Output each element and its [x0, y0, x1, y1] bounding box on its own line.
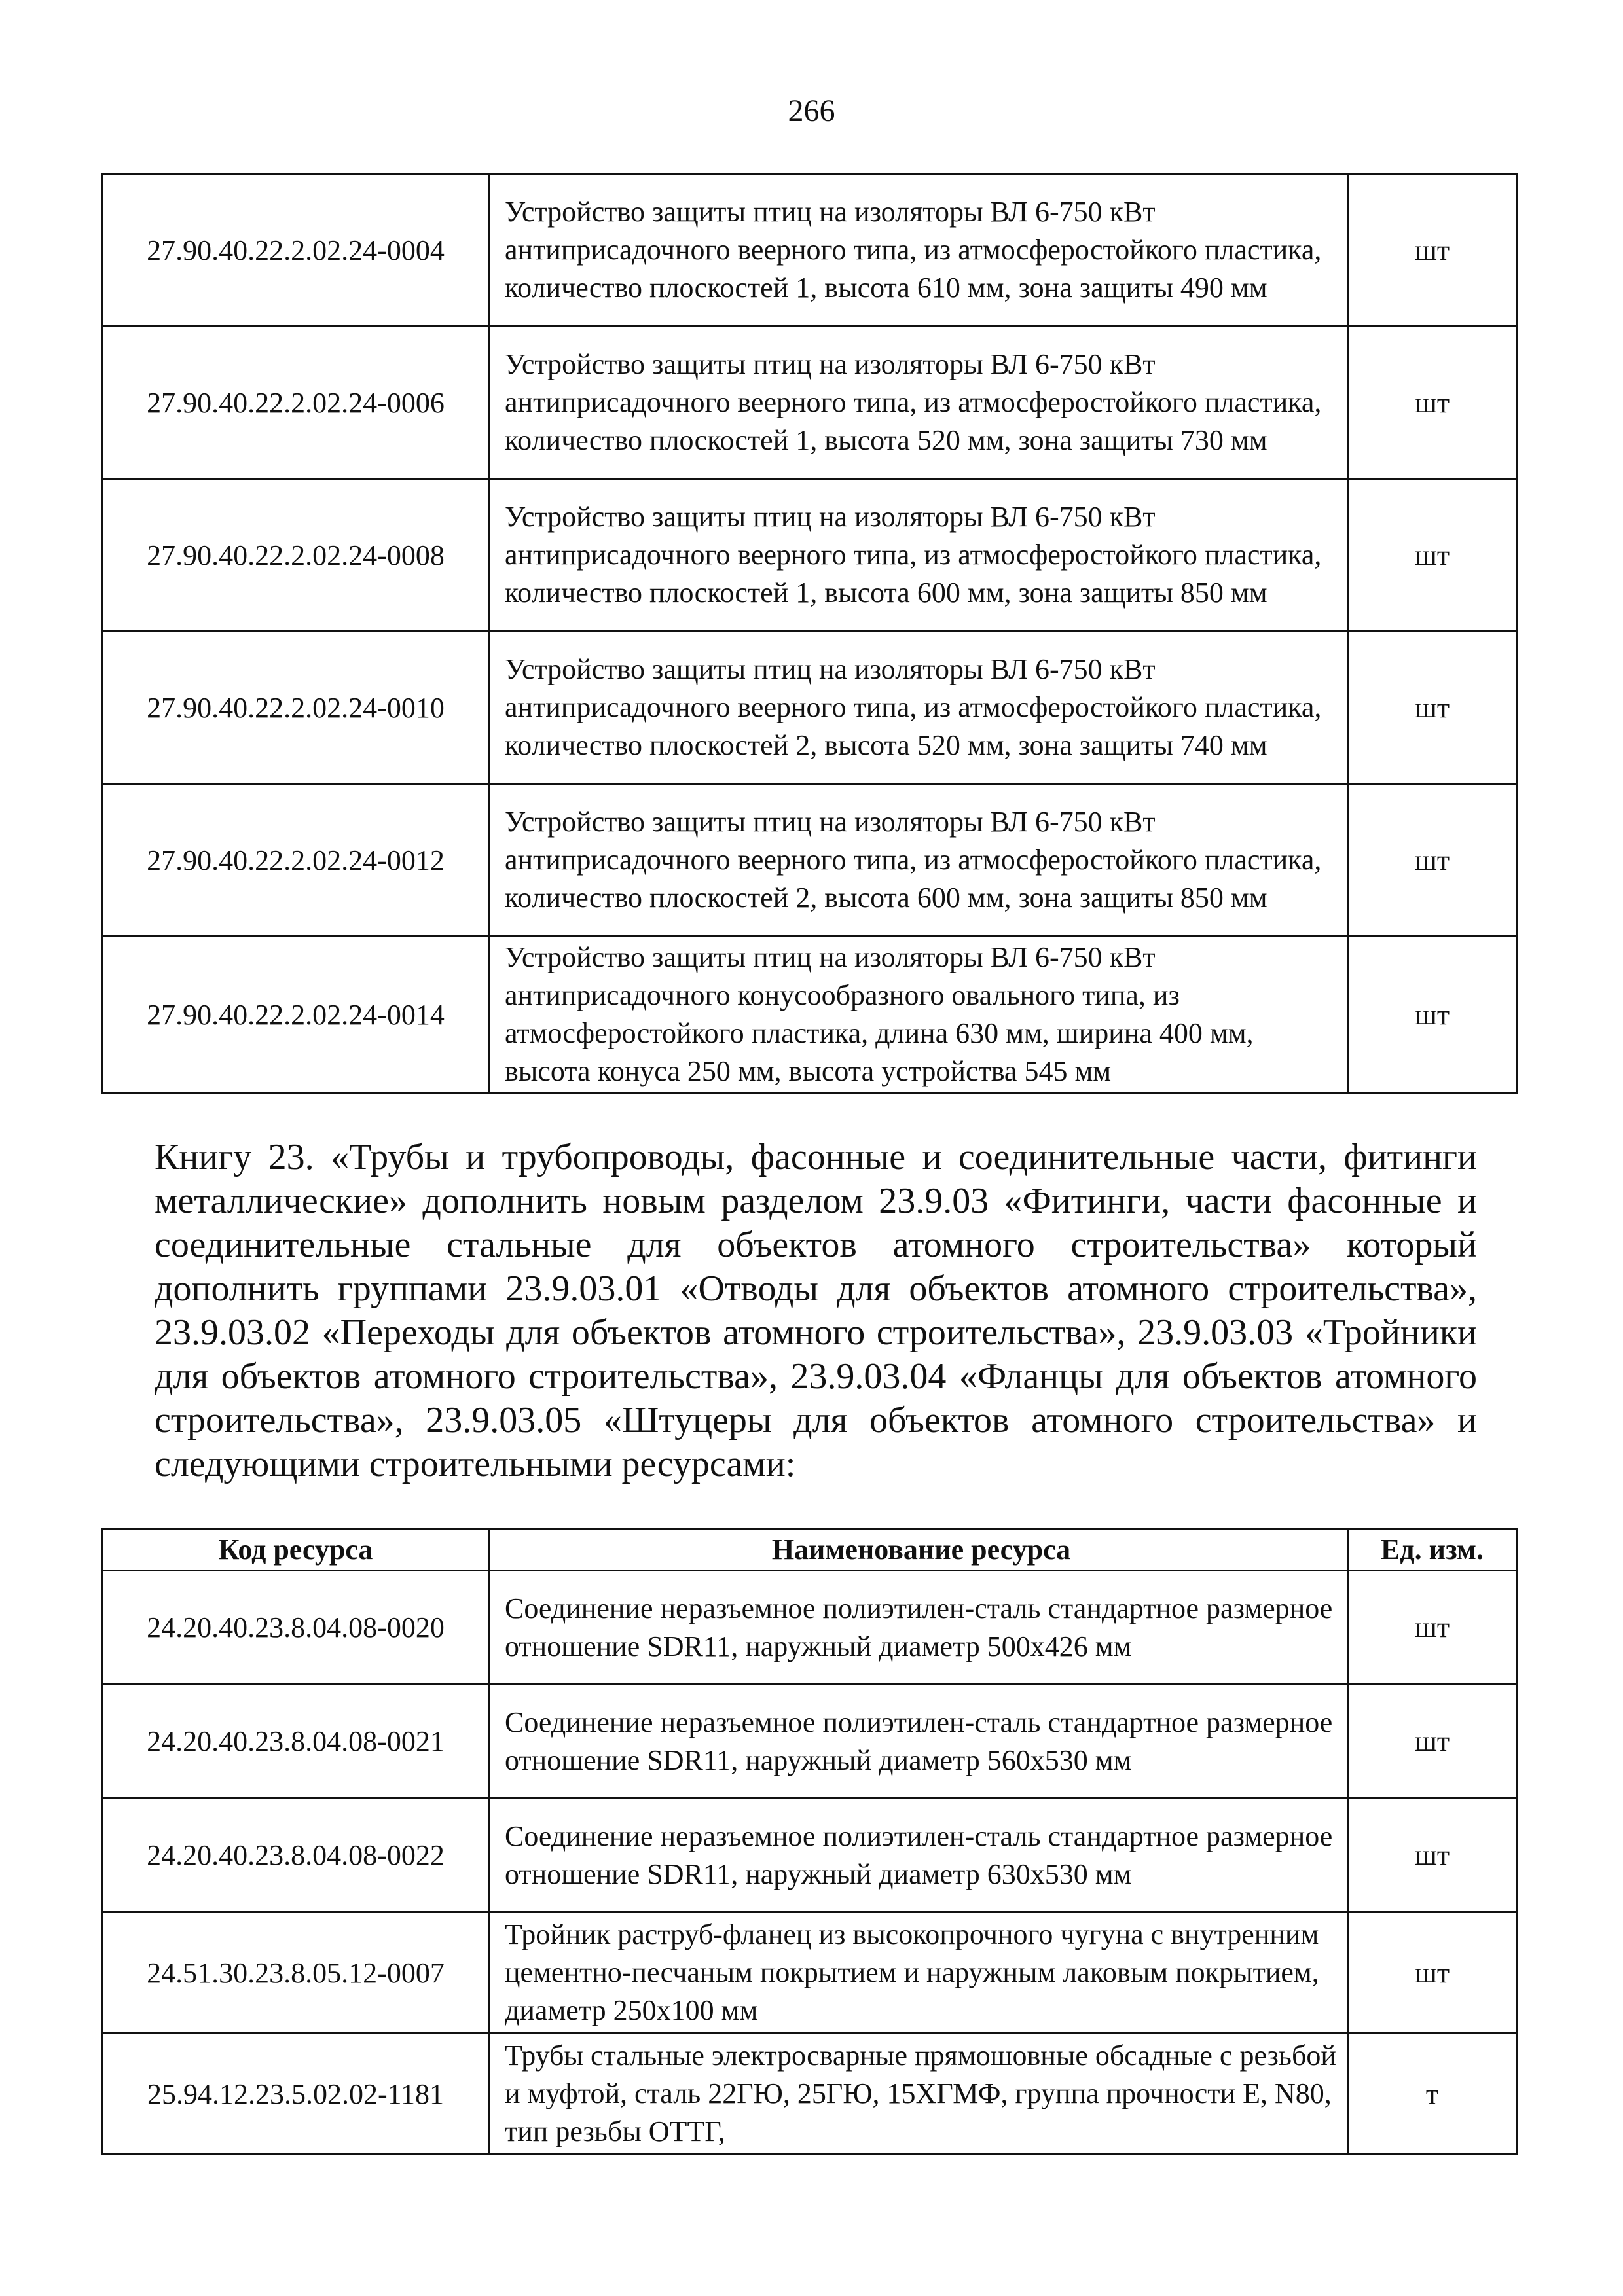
resource-name: Устройство защиты птиц на изоляторы ВЛ 6-750 кВт антиприсадочного веерного типа, из атмосферостойкого пластика, количество плоскостей 1, высота 520 мм, зона защиты 730 мм [490, 327, 1348, 479]
table-row [102, 784, 1517, 937]
resource-unit: шт [1348, 1685, 1517, 1799]
resource-name: Трубы стальные электросварные прямошовные обсадные с резьбой и муфтой, сталь 22ГЮ, 25ГЮ, 15ХГМФ, группа прочности Е, N80, тип резьбы ОТТГ, [490, 2034, 1348, 2155]
table-row [102, 937, 1517, 1093]
resource-unit: шт [1348, 1571, 1517, 1685]
table-row [102, 1912, 1517, 2034]
resource-unit: шт [1348, 1799, 1517, 1912]
table-row [102, 479, 1517, 632]
resource-code: 27.90.40.22.2.02.24-0012 [102, 784, 490, 937]
table-row [102, 1685, 1517, 1799]
resource-code: 24.20.40.23.8.04.08-0021 [102, 1685, 490, 1799]
table-row [102, 632, 1517, 784]
resource-code: 24.20.40.23.8.04.08-0022 [102, 1799, 490, 1912]
header-name: Наименование ресурса [490, 1530, 1348, 1571]
resource-name: Устройство защиты птиц на изоляторы ВЛ 6-750 кВт антиприсадочного конусообразного овального типа, из атмосферостойкого пластика, длина 630 мм, ширина 400 мм, высота конуса 250 мм, высота устройства 545 мм [490, 937, 1348, 1093]
resource-name: Соединение неразъемное полиэтилен-сталь стандартное размерное отношение SDR11, наружный диаметр 560х530 мм [490, 1685, 1348, 1799]
table-row [102, 327, 1517, 479]
resource-code: 27.90.40.22.2.02.24-0004 [102, 174, 490, 327]
page-number: 266 [788, 94, 835, 128]
resource-name: Тройник раструб-фланец из высокопрочного чугуна с внутренним цементно-песчаным покрытием и наружным лаковым покрытием, диаметр 250х100 мм [490, 1912, 1348, 2034]
resource-code: 24.51.30.23.8.05.12-0007 [102, 1912, 490, 2034]
amendment-paragraph: Книгу 23. «Трубы и трубопроводы, фасонные и соединительные части, фитинги металлические» дополнить новым разделом 23.9.03 «Фитинги, части фасонные и соединительные стальные для объектов атомного строительства» который дополнить группами 23.9.03.01 «Отводы для объектов атомного строительства», 23.9.03.02 «Переходы для объектов атомного строительства», 23.9.03.03 «Тройники для объектов атомного строительства», 23.9.03.04 «Фланцы для объектов атомного строительства», 23.9.03.05 «Штуцеры для объектов атомного строительства» и следующими строительными ресурсами: [155, 1137, 1477, 1484]
resource-unit: шт [1348, 327, 1517, 479]
resource-code: 27.90.40.22.2.02.24-0008 [102, 479, 490, 632]
resource-unit: шт [1348, 1912, 1517, 2034]
resource-name: Устройство защиты птиц на изоляторы ВЛ 6-750 кВт антиприсадочного веерного типа, из атмосферостойкого пластика, количество плоскостей 2, высота 600 мм, зона защиты 850 мм [490, 784, 1348, 937]
resource-table-continued [101, 173, 1518, 1094]
resource-unit: шт [1348, 174, 1517, 327]
resource-name: Соединение неразъемное полиэтилен-сталь стандартное размерное отношение SDR11, наружный диаметр 630х530 мм [490, 1799, 1348, 1912]
resource-code: 24.20.40.23.8.04.08-0020 [102, 1571, 490, 1685]
resource-unit: шт [1348, 632, 1517, 784]
resource-code: 27.90.40.22.2.02.24-0006 [102, 327, 490, 479]
table-row [102, 1799, 1517, 1912]
resource-code: 27.90.40.22.2.02.24-0014 [102, 937, 490, 1093]
resource-unit: шт [1348, 784, 1517, 937]
resource-name: Соединение неразъемное полиэтилен-сталь стандартное размерное отношение SDR11, наружный диаметр 500х426 мм [490, 1571, 1348, 1685]
table-row [102, 2034, 1517, 2155]
resource-name: Устройство защиты птиц на изоляторы ВЛ 6-750 кВт антиприсадочного веерного типа, из атмосферостойкого пластика, количество плоскостей 2, высота 520 мм, зона защиты 740 мм [490, 632, 1348, 784]
resource-name: Устройство защиты птиц на изоляторы ВЛ 6-750 кВт антиприсадочного веерного типа, из атмосферостойкого пластика, количество плоскостей 1, высота 600 мм, зона защиты 850 мм [490, 479, 1348, 632]
table-header-row [102, 1530, 1517, 1571]
resource-code: 25.94.12.23.5.02.02-1181 [102, 2034, 490, 2155]
resource-name: Устройство защиты птиц на изоляторы ВЛ 6-750 кВт антиприсадочного веерного типа, из атмосферостойкого пластика, количество плоскостей 1, высота 610 мм, зона защиты 490 мм [490, 174, 1348, 327]
resource-unit: т [1348, 2034, 1517, 2155]
resource-code: 27.90.40.22.2.02.24-0010 [102, 632, 490, 784]
header-code: Код ресурса [102, 1530, 490, 1571]
resource-unit: шт [1348, 937, 1517, 1093]
resource-unit: шт [1348, 479, 1517, 632]
header-unit: Ед. изм. [1348, 1530, 1517, 1571]
table-row [102, 174, 1517, 327]
new-resources-table [101, 1528, 1518, 2155]
table-row [102, 1571, 1517, 1685]
